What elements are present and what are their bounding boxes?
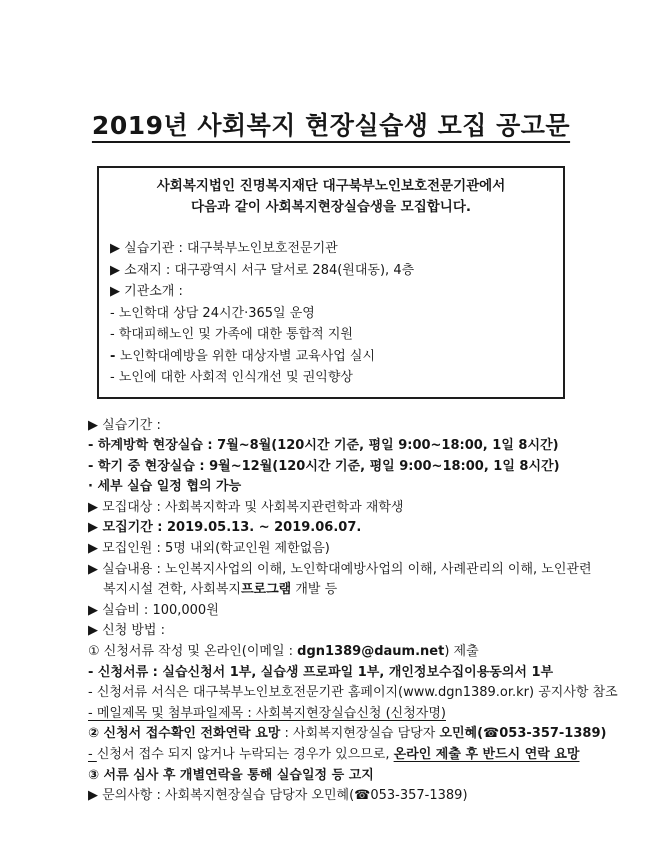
text-segment: ) 제출 bbox=[444, 644, 479, 660]
text-line bbox=[88, 498, 628, 519]
text-line bbox=[88, 539, 628, 560]
text-line bbox=[99, 176, 563, 197]
text-line bbox=[110, 346, 563, 368]
title-wrap bbox=[0, 0, 662, 142]
text-segment: ▶ 모집인원 : 5명 내외(학교인원 제한없음) bbox=[88, 541, 330, 557]
text-segment: ▶ 실습기관 : 대구북부노인보호전문기관 bbox=[110, 241, 338, 256]
text-line bbox=[110, 367, 563, 389]
text-line bbox=[88, 724, 628, 745]
intro-headline bbox=[99, 176, 563, 218]
text-segment: 프로그램 bbox=[240, 582, 292, 598]
text-segment: · 세부 실습 일정 협의 가능 bbox=[88, 479, 242, 495]
page-title: 2019년 사회복지 현장실습생 모집 공고문 bbox=[91, 111, 571, 140]
text-segment: 사회복지법인 진명복지재단 대구북부노인보호전문기관에서 bbox=[156, 178, 506, 194]
text-line bbox=[88, 766, 628, 787]
text-line bbox=[88, 786, 628, 807]
text-segment: - bbox=[88, 747, 97, 762]
text-segment: ▶ 실습기간 : bbox=[88, 417, 161, 433]
text-segment: 온라인 제출 후 반드시 연락 요망 bbox=[393, 747, 580, 762]
text-line bbox=[88, 477, 628, 498]
text-segment: 오민혜(☎053-357-1389) bbox=[439, 726, 607, 742]
text-segment: - 학기 중 현장실습 : 9월~12월(120시간 기준, 평일 9:00~18:00, 1일 8시간) bbox=[88, 458, 560, 474]
text-line bbox=[110, 303, 563, 325]
text-line bbox=[110, 238, 563, 260]
text-line bbox=[88, 621, 628, 642]
text-segment: ▶ 소재지 : 대구광역시 서구 달서로 284(원대동), 4층 bbox=[110, 262, 415, 278]
text-segment: ▶ 실습내용 : 노인복지사업의 이해, 노인학대예방사업의 이해, 사례관리의 이해, 노인관련 bbox=[88, 561, 592, 577]
text-line bbox=[88, 436, 628, 457]
text-segment: - 신청서류 서식은 대구북부노인보호전문기관 홈페이지(www.dgn1389.or.kr) 공지사항 참조 bbox=[88, 685, 618, 701]
text-line bbox=[88, 683, 628, 704]
text-segment: ② 신청서 접수확인 전화연락 요망 bbox=[88, 726, 281, 742]
intro-box-lines bbox=[99, 238, 563, 389]
text-segment: dgn1389@daum.net bbox=[297, 644, 445, 660]
text-segment: : 사회복지현장실습 담당자 bbox=[280, 726, 440, 742]
text-segment: - bbox=[110, 348, 120, 364]
text-segment: ▶ 신청 방법 : bbox=[88, 623, 166, 639]
text-segment: - 노인학대 상담 24시간·365일 운영 bbox=[110, 305, 315, 321]
text-segment: ▶ 기관소개 : bbox=[110, 284, 183, 299]
text-line bbox=[88, 416, 628, 437]
text-segment: ③ 서류 심사 후 개별연락을 통해 실습일정 등 고지 bbox=[88, 767, 374, 783]
text-segment: - 신청서류 : 실습신청서 1부, 실습생 프로파일 1부, 개인정보수집이용동의서 1부 bbox=[88, 664, 554, 680]
text-line bbox=[88, 704, 628, 725]
text-line bbox=[88, 580, 628, 601]
text-segment: ▶ 모집기간 : 2019.05.13. ~ 2019.06.07. bbox=[88, 520, 362, 536]
text-segment: 신청서 접수 되지 않거나 누락되는 경우가 있으므로, bbox=[96, 747, 394, 762]
text-line bbox=[88, 642, 628, 663]
text-line bbox=[88, 601, 628, 622]
text-segment: - 하계방학 현장실습 : 7월~8월(120시간 기준, 평일 9:00~18:00, 1일 8시간) bbox=[88, 438, 559, 454]
text-segment: 노인학대예방을 위한 대상자별 교육사업 실시 bbox=[119, 348, 376, 364]
text-segment: ① 신청서류 작성 및 온라인(이메일 : bbox=[88, 644, 298, 660]
text-line bbox=[110, 281, 563, 303]
text-line bbox=[88, 560, 628, 581]
text-line bbox=[110, 324, 563, 346]
text-line bbox=[99, 197, 563, 218]
text-segment: ▶ 문의사항 : 사회복지현장실습 담당자 오민혜(☎053-357-1389) bbox=[88, 788, 468, 804]
text-segment: ▶ 실습비 : 100,000원 bbox=[88, 602, 219, 618]
text-segment: - 노인에 대한 사회적 인식개선 및 권익향상 bbox=[110, 370, 353, 385]
text-segment: - 메일제목 및 첨부파일제목 : 사회복지현장실습신청 (신청자명) bbox=[88, 705, 446, 721]
text-line bbox=[88, 518, 628, 539]
text-segment: 다음과 같이 사회복지현장실습생을 모집합니다. bbox=[190, 199, 472, 215]
intro-box bbox=[97, 166, 565, 399]
notice-body bbox=[88, 416, 628, 807]
text-segment: - 학대피해노인 및 가족에 대한 통합적 지원 bbox=[110, 327, 353, 342]
text-segment: ▶ 모집대상 : 사회복지학과 및 사회복지관련학과 재학생 bbox=[88, 499, 404, 515]
text-line bbox=[88, 663, 628, 684]
text-line bbox=[88, 745, 628, 766]
text-segment: 복지시설 견학, 사회복지 bbox=[103, 582, 241, 598]
text-segment: 개발 등 bbox=[291, 582, 338, 598]
text-line bbox=[88, 457, 628, 478]
text-line bbox=[110, 260, 563, 282]
